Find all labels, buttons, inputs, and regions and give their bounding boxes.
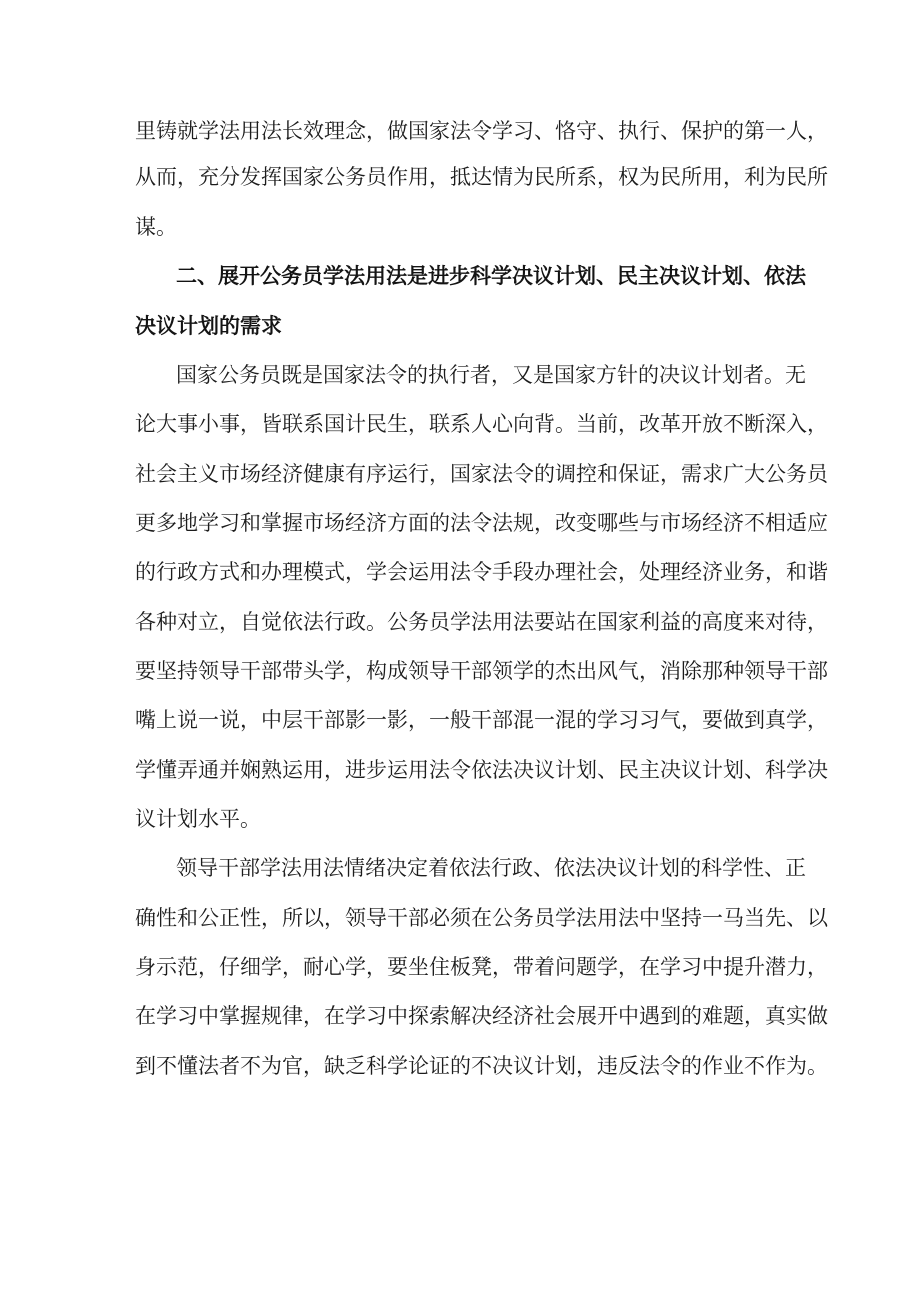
section-heading-line-2: 决议计划的需求 xyxy=(135,313,282,338)
paragraph-2-line-10: 议计划水平。 xyxy=(135,807,261,831)
paragraph-2-line-9: 学懂弄通并娴熟运用，进步运用法令依法决议计划、民主决议计划、科学决 xyxy=(135,758,828,782)
paragraph-2-line-6: 各种对立，自觉依法行政。公务员学法用法要站在国家利益的高度来对待， xyxy=(135,610,828,634)
paragraph-3-line-3: 身示范，仔细学，耐心学，要坐住板凳，带着问题学，在学习中提升潜力， xyxy=(135,955,828,979)
paragraph-2-line-7: 要坚持领导干部带头学，构成领导干部领学的杰出风气，消除那种领导干部 xyxy=(135,659,828,683)
paragraph-3-line-4: 在学习中掌握规律，在学习中探索解决经济社会展开中遇到的难题，真实做 xyxy=(135,1004,828,1028)
paragraph-2-line-5: 的行政方式和办理模式，学会运用法令手段办理社会，处理经济业务，和谐 xyxy=(135,560,828,584)
paragraph-1-line-1: 里铸就学法用法长效理念，做国家法令学习、恪守、执行、保护的第一人， xyxy=(135,119,828,143)
paragraph-3-line-2: 确性和公正性，所以，领导干部必须在公务员学法用法中坚持一马当先、以 xyxy=(135,906,828,930)
paragraph-3-line-1: 领导干部学法用法情绪决定着依法行政、依法决议计划的科学性、正 xyxy=(176,856,806,880)
section-heading-line-1: 二、展开公务员学法用法是进步科学决议计划、民主决议计划、依法 xyxy=(176,263,806,288)
paragraph-2-line-3: 社会主义市场经济健康有序运行，国家法令的调控和保证，需求广大公务员 xyxy=(135,462,828,486)
paragraph-2-line-4: 更多地学习和掌握市场经济方面的法令法规，改变哪些与市场经济不相适应 xyxy=(135,511,828,535)
paragraph-3-line-5: 到不懂法者不为官，缺乏科学论证的不决议计划，违反法令的作业不作为。 xyxy=(135,1054,828,1078)
paragraph-2-line-1: 国家公务员既是国家法令的执行者，又是国家方针的决议计划者。无 xyxy=(176,363,806,387)
paragraph-1-line-3: 谋。 xyxy=(135,215,177,239)
paragraph-2-line-2: 论大事小事，皆联系国计民生，联系人心向背。当前，改革开放不断深入， xyxy=(135,412,828,436)
paragraph-1-line-2: 从而，充分发挥国家公务员作用，抵达情为民所系，权为民所用，利为民所 xyxy=(135,165,828,189)
paragraph-2-line-8: 嘴上说一说，中层干部影一影，一般干部混一混的学习习气，要做到真学， xyxy=(135,708,828,732)
